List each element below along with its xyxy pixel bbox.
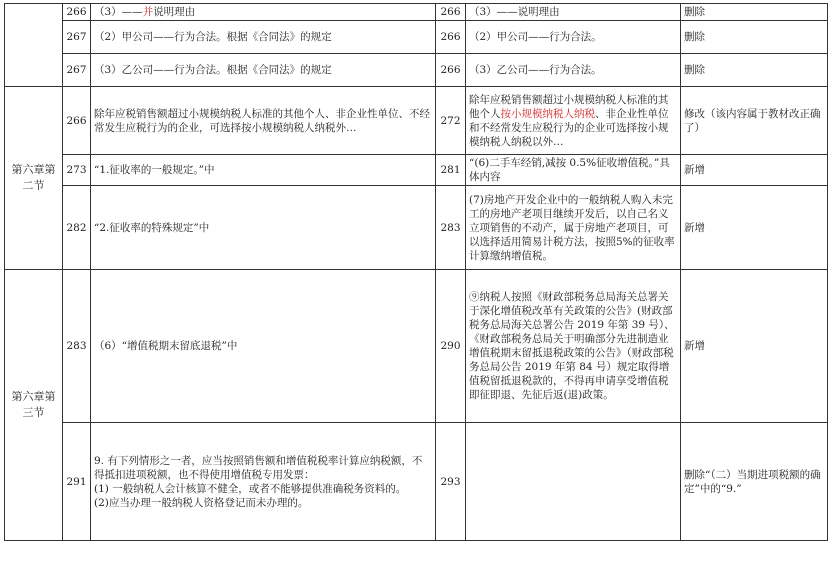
new-page-number: 266 [436,4,466,21]
section-cell [5,4,63,87]
change-note: 删除 [681,4,828,21]
new-text: （2）甲公司——行为合法。 [466,21,681,54]
old-page-number: 282 [63,186,91,270]
old-page-number: 267 [63,54,91,87]
old-text: 9. 有下列情形之一者，应当按照销售额和增值税税率计算应纳税额，不得抵扣进项税额，也不得使用增值税专用发票： (1) 一般纳税人会计核算不健全，或者不能够提供准确税务资料的。 (2)应当办理一般纳税人资格登记而未办理的。 [91,423,436,541]
new-text: （3）——说明理由 [466,4,681,21]
new-page-number: 281 [436,155,466,186]
old-page-number: 266 [63,87,91,155]
section-label: 第六章第三节 [5,270,63,541]
old-text: “1.征收率的一般规定。”中 [91,155,436,186]
deleted-char: 并 [142,6,154,18]
old-page-number: 291 [63,423,91,541]
change-note: 新增 [681,155,828,186]
old-page-number: 266 [63,4,91,21]
new-text: ⑨纳税人按照《财政部税务总局海关总署关于深化增值税改革有关政策的公告》(财政部税务总局海关总署公告 2019 年第 39 号）、《财政部税务总局关于明确部分先进制造业增值税期末留抵退税政策的公告》（财政部税务总局公告 2019 年第 84 号）规定取得增值税留抵退税款的，不得再申请享受增值税即征即退、先征后返(退)政策。 [466,270,681,423]
table-row [5,4,828,21]
new-page-number: 266 [436,54,466,87]
table-row [5,270,828,423]
old-page-number: 273 [63,155,91,186]
old-text: “2.征收率的特殊规定”中 [91,186,436,270]
change-note: 删除 [681,54,828,87]
new-text: (7)房地产开发企业中的一般纳税人购入未完工的房地产老项目继续开发后，以自己名义立项销售的不动产，属于房地产老项目，可以选择适用简易计税方法，按照5%的征收率计算缴纳增值税。 [466,186,681,270]
change-note: 修改（该内容属于教材改正确了） [681,87,828,155]
old-text: （3）——并说明理由 [91,4,436,21]
old-page-number: 267 [63,21,91,54]
table-row [5,21,828,54]
new-page-number: 283 [436,186,466,270]
change-note: 新增 [681,270,828,423]
new-page-number: 266 [436,21,466,54]
new-text: “(6)二手车经销,减按 0.5%征收增值税。”具体内容 [466,155,681,186]
new-text: （3）乙公司——行为合法。 [466,54,681,87]
section-label: 第六章第二节 [5,87,63,270]
new-text [466,423,681,541]
old-text: 除年应税销售额超过小规模纳税人标准的其他个人、非企业性单位、不经常发生应税行为的企业，可选择按小规模纳税人纳税外… [91,87,436,155]
table-row [5,423,828,541]
table-row [5,54,828,87]
change-note: 删除“（二）当期进项税额的确定”中的“9.” [681,423,828,541]
table-row [5,155,828,186]
new-text: 除年应税销售额超过小规模纳税人标准的其他个人按小规模纳税人纳税、非企业性单位和不经常发生应税行为的企业可选择按小规模纳税人纳税以外… [466,87,681,155]
inserted-text: 按小规模纳税人纳税 [500,107,595,120]
change-note: 删除 [681,21,828,54]
new-page-number: 272 [436,87,466,155]
old-text: （3）乙公司——行为合法。根据《合同法》的规定 [91,54,436,87]
table-row [5,186,828,270]
old-text: （6）“增值税期末留底退税”中 [91,270,436,423]
old-page-number: 283 [63,270,91,423]
old-text: （2）甲公司——行为合法。根据《合同法》的规定 [91,21,436,54]
new-page-number: 293 [436,423,466,541]
new-page-number: 290 [436,270,466,423]
errata-table [4,3,828,541]
change-note: 新增 [681,186,828,270]
table-row [5,87,828,155]
